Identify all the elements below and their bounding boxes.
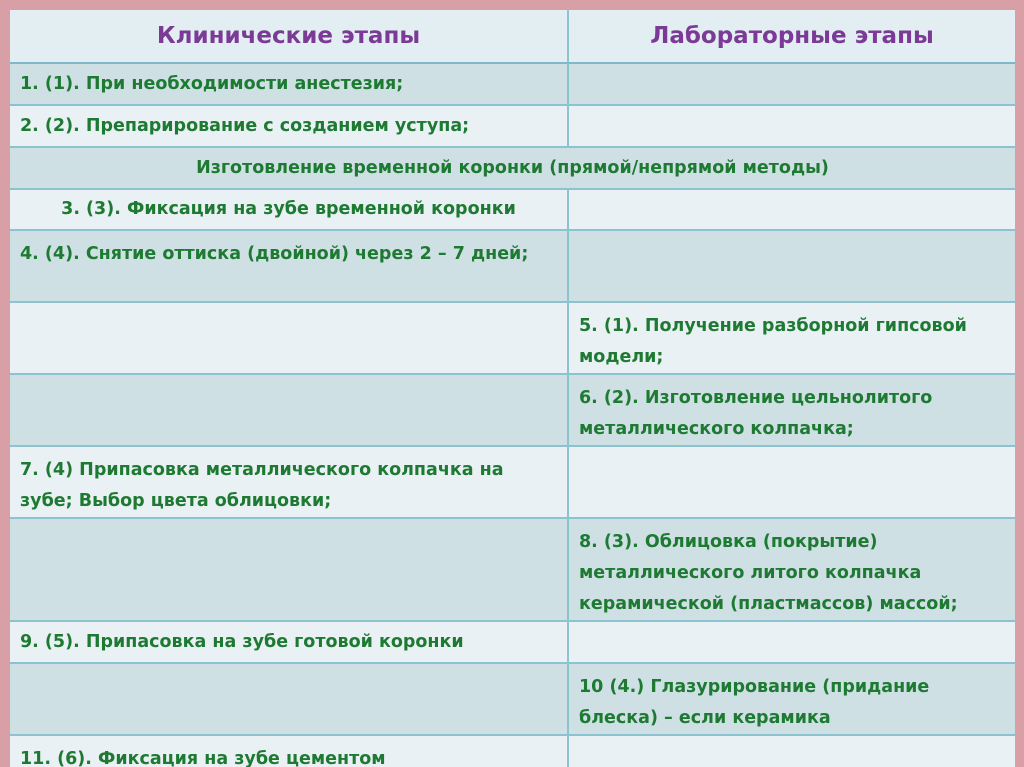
clinical-cell — [10, 519, 567, 620]
table-row — [10, 64, 1015, 106]
clinical-cell — [10, 303, 567, 373]
lab-cell: 10 (4.) Глазурирование (придание блеска) – если керамика — [567, 664, 1015, 734]
clinical-cell: 3. (3). Фиксация на зубе временной коронки — [61, 199, 516, 219]
lab-cell — [567, 190, 1015, 229]
clinical-cell: 1. (1). При необходимости анестезия; — [20, 73, 404, 94]
table-header — [10, 10, 1015, 64]
table-row — [10, 519, 1015, 622]
lab-cell — [567, 622, 1015, 662]
lab-cell: 5. (1). Получение разборной гипсовой модели; — [567, 303, 1015, 373]
slide-table — [10, 10, 1015, 767]
clinical-cell: 7. (4) Припасовка металлического колпачка на зубе; Выбор цвета облицовки; — [20, 460, 504, 511]
clinical-cell — [10, 375, 567, 445]
table-row — [10, 303, 1015, 375]
lab-cell — [567, 447, 1015, 517]
lab-cell — [567, 64, 1015, 104]
table-row — [10, 106, 1015, 148]
header-lab: Лабораторные этапы — [650, 23, 934, 49]
lab-cell: 8. (3). Облицовка (покрытие) металлического литого колпачка керамической (пластмассов) массой; — [567, 519, 1015, 620]
table-row — [10, 622, 1015, 664]
table-row-merged — [10, 148, 1015, 190]
table-row — [10, 664, 1015, 736]
clinical-cell — [10, 664, 567, 734]
header-clinical: Клинические этапы — [156, 23, 421, 49]
lab-cell — [567, 231, 1015, 301]
lab-cell: 6. (2). Изготовление цельнолитого металлического колпачка; — [567, 375, 1015, 445]
lab-cell — [567, 106, 1015, 146]
table-row — [10, 231, 1015, 303]
table-row — [10, 736, 1015, 767]
clinical-cell: 11. (6). Фиксация на зубе цементом — [20, 749, 386, 767]
table-row — [10, 447, 1015, 519]
table-row — [10, 190, 1015, 231]
table-row — [10, 375, 1015, 447]
clinical-cell: 2. (2). Препарирование с созданием уступа; — [20, 115, 470, 136]
clinical-cell: 4. (4). Снятие оттиска (двойной) через 2 – 7 дней; — [20, 244, 529, 264]
merged-cell: Изготовление временной коронки (прямой/непрямой методы) — [196, 157, 829, 178]
clinical-cell: 9. (5). Припасовка на зубе готовой коронки — [20, 631, 464, 652]
lab-cell — [567, 736, 1015, 767]
